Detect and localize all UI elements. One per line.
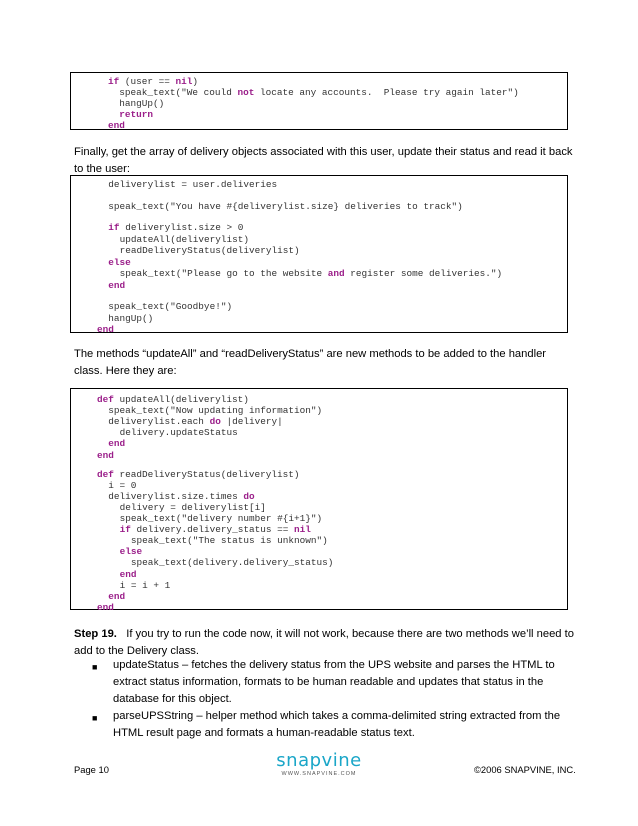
code-line <box>108 416 282 427</box>
code-line <box>97 394 249 405</box>
code-keyword: nil <box>175 76 193 87</box>
step-label: Step 19. <box>74 628 117 640</box>
code-text: speak_text("We could <box>119 87 238 98</box>
code-text: deliverylist.each <box>108 416 210 428</box>
code-line <box>108 480 136 491</box>
code-line <box>108 301 232 312</box>
code-keyword: end <box>108 590 126 602</box>
code-keyword: def <box>97 468 114 480</box>
code-line <box>108 280 125 291</box>
logo-url: WWW.SNAPVINE.COM <box>281 771 357 777</box>
paragraph-methods-intro: The methods “updateAll” and “readDeliveryStatus” are new methods to be added to the handler class. Here they are: <box>74 348 547 377</box>
code-keyword: do <box>209 416 221 428</box>
bullet-icon: ■ <box>92 662 98 672</box>
code-line <box>120 234 249 245</box>
code-block-3 <box>70 388 568 613</box>
code-keyword: if <box>108 222 120 233</box>
code-text: readDeliveryStatus(deliverylist) <box>113 468 300 480</box>
code-line <box>108 222 243 233</box>
code-text: hangUp() <box>108 312 154 324</box>
code-text: i = 0 <box>108 479 137 491</box>
code-text: locate any accounts. Please try again later") <box>254 87 519 98</box>
code-line <box>120 245 300 256</box>
step-paragraph <box>74 626 574 660</box>
code-text: speak_text("Goodbye!") <box>108 301 233 312</box>
code-text: deliverylist.size > 0 <box>119 222 244 233</box>
code-line <box>108 201 462 212</box>
code-line <box>120 524 311 535</box>
code-line <box>120 513 323 524</box>
code-line <box>120 502 266 513</box>
code-keyword: return <box>119 109 154 120</box>
code-keyword: end <box>108 120 125 131</box>
code-text: delivery = deliverylist[i] <box>119 501 266 513</box>
code-keyword: def <box>97 394 114 405</box>
paragraph-intro-deliveries: Finally, get the array of delivery objects associated with this user, update their status and read it back to the user: <box>74 146 573 175</box>
code-line <box>108 120 125 131</box>
code-text: i = i + 1 <box>119 579 171 591</box>
code-line <box>119 98 164 109</box>
code-text: speak_text(delivery.delivery_status) <box>130 557 334 569</box>
code-text: speak_text("Please go to the website <box>119 268 328 279</box>
code-text: delivery.delivery_status == <box>130 524 295 536</box>
code-line <box>119 87 518 98</box>
bullet-item-update-status: updateStatus – fetches the delivery status from the UPS website and parses the HTML to extract status information, formats to be human readable and updates that status in the database for this object. <box>113 659 555 705</box>
code-text: readDeliveryStatus(deliverylist) <box>119 245 300 256</box>
code-line <box>97 469 300 480</box>
bullet-item-parse-ups-string: parseUPSString – helper method which takes a comma-delimited string extracted from the HTML result page and formats a human-readable status text. <box>113 710 561 739</box>
code-text: |delivery| <box>220 416 283 428</box>
code-keyword: else <box>119 546 143 558</box>
code-keyword: else <box>108 256 131 268</box>
code-line <box>108 179 277 190</box>
code-line <box>131 535 328 546</box>
copyright-text: ©2006 SNAPVINE, INC. <box>474 764 576 775</box>
code-line <box>120 569 137 580</box>
code-text: deliverylist = user.deliveries <box>108 179 278 190</box>
code-keyword: do <box>243 490 255 502</box>
code-line <box>108 313 153 324</box>
code-line <box>108 591 125 602</box>
code-line <box>119 109 153 120</box>
page-number: Page 10 <box>74 764 109 775</box>
code-line <box>120 427 238 438</box>
code-line <box>108 257 131 268</box>
code-keyword: and <box>327 268 345 279</box>
code-line <box>97 450 114 461</box>
code-keyword: end <box>119 568 137 580</box>
code-text: updateAll(deliverylist) <box>119 233 249 245</box>
code-text: (user == <box>119 76 176 87</box>
code-keyword: end <box>97 601 114 613</box>
code-keyword: if <box>108 76 120 87</box>
code-text: hangUp() <box>119 98 165 109</box>
code-keyword: end <box>97 324 114 335</box>
code-text: register some deliveries.") <box>344 268 503 279</box>
code-line <box>108 438 125 449</box>
code-line <box>108 491 254 502</box>
code-text: updateAll(deliverylist) <box>113 394 249 405</box>
code-line <box>97 324 114 335</box>
code-text: speak_text("The status is unknown") <box>130 535 328 547</box>
code-keyword: not <box>237 87 255 98</box>
code-line <box>97 602 114 613</box>
logo-word: snapvine <box>276 750 362 771</box>
code-text: delivery.updateStatus <box>119 427 238 439</box>
code-block-2 <box>70 175 568 333</box>
code-line <box>108 76 198 87</box>
code-keyword: end <box>97 449 114 461</box>
code-text: deliverylist.size.times <box>108 490 244 502</box>
code-line <box>120 268 503 279</box>
code-line <box>108 405 322 416</box>
code-text: ) <box>192 76 199 87</box>
step-text: If you try to run the code now, it will not work, because there are two methods we’ll need to add to the Delivery class. <box>74 628 574 657</box>
code-block-1 <box>70 72 568 130</box>
code-line <box>131 557 334 568</box>
code-line <box>120 580 171 591</box>
code-line <box>120 546 143 557</box>
code-text: speak_text("You have #{deliverylist.size} deliveries to track") <box>108 200 463 212</box>
code-keyword: end <box>108 279 126 291</box>
code-text: speak_text("Now updating information") <box>108 405 323 417</box>
code-keyword: if <box>119 524 131 536</box>
bullet-icon: ■ <box>92 713 98 723</box>
code-keyword: end <box>108 438 126 450</box>
code-keyword: nil <box>294 524 311 536</box>
code-text: speak_text("delivery number #{i+1}") <box>119 513 323 524</box>
